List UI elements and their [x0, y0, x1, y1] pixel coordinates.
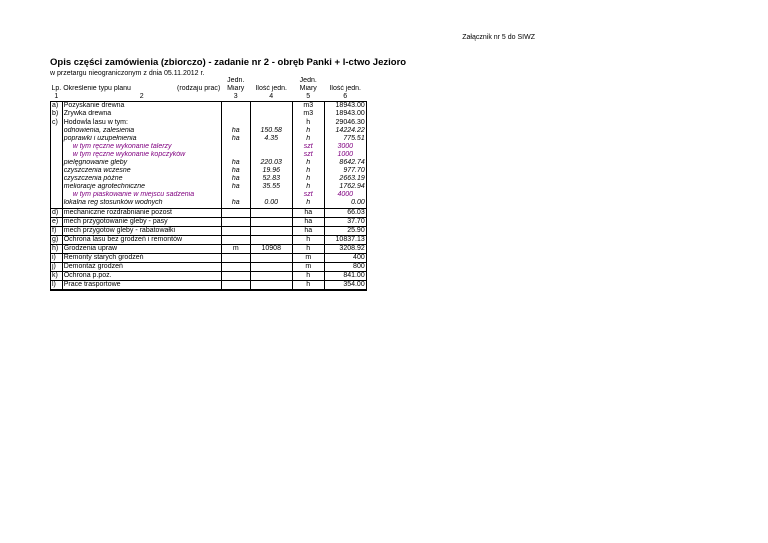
cell-q2: 8642.74 — [324, 159, 366, 167]
cell-lp — [51, 183, 63, 191]
cell-jm1 — [221, 151, 250, 159]
cell-jm2: szt — [292, 151, 324, 159]
cell-jm1: ha — [221, 159, 250, 167]
cell-name: Remonty starych grodzeń — [62, 253, 221, 262]
table-row — [51, 281, 367, 291]
table-row — [51, 191, 367, 199]
col-num-4: 4 — [250, 93, 292, 102]
table-row — [51, 143, 367, 151]
cell-jm2: h — [292, 159, 324, 167]
cell-name: Ochrona p.poż. — [62, 272, 221, 281]
cell-jm2: m — [292, 253, 324, 262]
cell-jm2: h — [292, 135, 324, 143]
cell-jm2: ha — [292, 226, 324, 235]
cell-lp — [51, 151, 63, 159]
cell-name: odnowienia, zalesienia — [62, 127, 221, 135]
cell-q2: 14224.22 — [324, 127, 366, 135]
col-num-3: 3 — [221, 93, 250, 102]
cell-name: Grodzenia upraw — [62, 244, 221, 253]
table-row — [51, 263, 367, 272]
cell-q2: 18943.00 — [324, 102, 366, 111]
cell-jm2: h — [292, 127, 324, 135]
cell-q1 — [250, 217, 292, 226]
cell-lp: i) — [51, 253, 63, 262]
cell-jm1: ha — [221, 167, 250, 175]
cell-q2: 66.03 — [324, 208, 366, 217]
cell-jm1: ha — [221, 175, 250, 183]
cell-name: mechaniczne rozdrabnianie pozost — [62, 208, 221, 217]
header-number-row — [51, 93, 367, 102]
table-row — [51, 235, 367, 244]
document-subtitle: w przetargu nieograniczonym z dnia 05.11.2012 r. — [50, 70, 205, 77]
cell-name: w tym ręczne wykonanie kopczyków — [62, 151, 221, 159]
cell-name: Pozyskanie drewna — [62, 102, 221, 111]
cell-q1 — [250, 281, 292, 291]
cell-name: Ochrona lasu bez grodzeń i remontów — [62, 235, 221, 244]
cell-jm2: h — [292, 272, 324, 281]
table-row — [51, 159, 367, 167]
cell-jm1: ha — [221, 135, 250, 143]
cell-lp — [51, 159, 63, 167]
cell-lp — [51, 175, 63, 183]
annex-label: Załącznik nr 5 do SIWZ — [462, 34, 535, 41]
cell-lp: d) — [51, 208, 63, 217]
cell-lp: k) — [51, 272, 63, 281]
cell-q1 — [250, 208, 292, 217]
cell-q2: 29046.30 — [324, 118, 366, 126]
cell-jm1 — [221, 102, 250, 111]
header-jm1-a: Jedn. — [227, 77, 245, 85]
table-row — [51, 167, 367, 175]
col-num-1: 1 — [51, 93, 63, 102]
table-row — [51, 175, 367, 183]
table-row — [51, 102, 367, 111]
cell-lp: j) — [51, 263, 63, 272]
cell-jm1 — [221, 281, 250, 291]
cell-q1: 52.83 — [250, 175, 292, 183]
cell-jm2: ha — [292, 208, 324, 217]
header-typ-sub: (rodzaju prac) — [177, 85, 221, 93]
header-row-1 — [51, 77, 367, 85]
cell-q2: 1762.94 — [324, 183, 366, 191]
cell-q2: 4000 — [324, 191, 366, 199]
cell-lp — [51, 199, 63, 208]
cell-q2: 775.51 — [324, 135, 366, 143]
cell-name: melioracje agrotechniczne — [62, 183, 221, 191]
cell-jm2: h — [292, 281, 324, 291]
cell-jm2: m3 — [292, 102, 324, 111]
cell-lp — [51, 143, 63, 151]
cell-q2: 1000 — [324, 151, 366, 159]
cell-lp: g) — [51, 235, 63, 244]
table-row — [51, 127, 367, 135]
document-title: Opis części zamówienia (zbiorczo) - zadanie nr 2 - obręb Panki + l-ctwo Jezioro — [50, 57, 407, 68]
cell-jm1 — [221, 110, 250, 118]
cell-q1: 220.03 — [250, 159, 292, 167]
col-num-2: 2 — [62, 93, 221, 102]
col-num-6: 6 — [324, 93, 366, 102]
cell-q2: 0.00 — [324, 199, 366, 208]
cell-q2: 800 — [324, 263, 366, 272]
cell-name: mech przygotow gleby - rabatowałki — [62, 226, 221, 235]
cell-jm2: h — [292, 175, 324, 183]
table-row — [51, 253, 367, 262]
cell-name: w tym piaskowanie w miejscu sadzenia — [62, 191, 221, 199]
cell-lp — [51, 135, 63, 143]
cell-jm2: m3 — [292, 110, 324, 118]
cell-name: poprawki i uzupełnienia — [62, 135, 221, 143]
table-row — [51, 272, 367, 281]
cell-jm1 — [221, 191, 250, 199]
cell-jm1 — [221, 217, 250, 226]
cell-q1 — [250, 272, 292, 281]
cell-q1 — [250, 253, 292, 262]
table-row — [51, 199, 367, 208]
cell-jm1 — [221, 118, 250, 126]
cell-lp: l) — [51, 281, 63, 291]
table-row — [51, 244, 367, 253]
cell-q1: 150.58 — [250, 127, 292, 135]
header-ilosc2: Ilość jedn. — [329, 85, 361, 93]
table-row — [51, 183, 367, 191]
cell-q1 — [250, 226, 292, 235]
cell-jm1 — [221, 263, 250, 272]
cell-jm1 — [221, 272, 250, 281]
cell-q2: 400 — [324, 253, 366, 262]
cell-jm2: h — [292, 199, 324, 208]
cell-jm1 — [221, 226, 250, 235]
cell-name: Demontaż grodzeń — [62, 263, 221, 272]
cell-lp — [51, 191, 63, 199]
header-jm2-a: Jedn. — [299, 77, 317, 85]
cell-q1: 35.55 — [250, 183, 292, 191]
cell-lp: c) — [51, 118, 63, 126]
table-row — [51, 208, 367, 217]
cell-q2: 977.70 — [324, 167, 366, 175]
header-ilosc1: Ilość jedn. — [255, 85, 287, 93]
cell-jm2: szt — [292, 191, 324, 199]
cell-jm1: ha — [221, 183, 250, 191]
cell-name: pielęgnowanie gleby — [62, 159, 221, 167]
cell-lp: h) — [51, 244, 63, 253]
cell-q1 — [250, 151, 292, 159]
cell-jm2: h — [292, 183, 324, 191]
cell-name: Zrywka drewna — [62, 110, 221, 118]
cell-jm1: m — [221, 244, 250, 253]
cell-q1: 10908 — [250, 244, 292, 253]
cell-name: czyszczenia późne — [62, 175, 221, 183]
header-typ — [62, 85, 221, 93]
table-row — [51, 151, 367, 159]
col-num-5: 5 — [292, 93, 324, 102]
header-typ-label: Określenie typu planu — [63, 85, 131, 93]
header-jm2-b: Miary — [299, 85, 317, 93]
cell-q1 — [250, 263, 292, 272]
cell-q1 — [250, 102, 292, 111]
cell-jm1 — [221, 235, 250, 244]
cell-lp — [51, 127, 63, 135]
cell-name: Hodowla lasu w tym: — [62, 118, 221, 126]
cell-lp: a) — [51, 102, 63, 111]
cell-q2: 3000 — [324, 143, 366, 151]
cell-jm1 — [221, 208, 250, 217]
cell-q2: 354.00 — [324, 281, 366, 291]
cell-name: lokalna reg stosunków wodnych — [62, 199, 221, 208]
cell-name: mech przygotowanie gleby - pasy — [62, 217, 221, 226]
header-jm1-b: Miary — [227, 85, 245, 93]
header-lp: Lp. — [51, 85, 62, 93]
cell-q2: 25.90 — [324, 226, 366, 235]
cell-jm1 — [221, 143, 250, 151]
cell-name: w tym ręczne wykonanie talerzy — [62, 143, 221, 151]
cell-jm2: h — [292, 244, 324, 253]
table-row — [51, 135, 367, 143]
cell-lp: b) — [51, 110, 63, 118]
cell-q2: 841.00 — [324, 272, 366, 281]
table-row — [51, 118, 367, 126]
orders-table — [50, 77, 367, 291]
cell-name: Prace trasportowe — [62, 281, 221, 291]
cell-q2: 3208.92 — [324, 244, 366, 253]
cell-jm1 — [221, 253, 250, 262]
cell-lp — [51, 167, 63, 175]
cell-jm2: h — [292, 235, 324, 244]
table-row — [51, 226, 367, 235]
cell-jm2: m — [292, 263, 324, 272]
cell-q1 — [250, 118, 292, 126]
cell-lp: e) — [51, 217, 63, 226]
cell-q2: 18943.00 — [324, 110, 366, 118]
cell-q2: 10837.13 — [324, 235, 366, 244]
cell-q1: 19.96 — [250, 167, 292, 175]
cell-q2: 2663.19 — [324, 175, 366, 183]
cell-q1: 4.35 — [250, 135, 292, 143]
cell-jm2: szt — [292, 143, 324, 151]
table-row — [51, 217, 367, 226]
cell-jm2: ha — [292, 217, 324, 226]
cell-jm2: h — [292, 118, 324, 126]
cell-q1 — [250, 110, 292, 118]
header-row-2 — [51, 85, 367, 93]
cell-q1 — [250, 191, 292, 199]
cell-q1 — [250, 235, 292, 244]
cell-name: czyszczenia wczesne — [62, 167, 221, 175]
cell-jm1: ha — [221, 199, 250, 208]
cell-q2: 37.70 — [324, 217, 366, 226]
cell-q1: 0.00 — [250, 199, 292, 208]
cell-q1 — [250, 143, 292, 151]
cell-lp: f) — [51, 226, 63, 235]
table-row — [51, 110, 367, 118]
cell-jm2: h — [292, 167, 324, 175]
cell-jm1: ha — [221, 127, 250, 135]
